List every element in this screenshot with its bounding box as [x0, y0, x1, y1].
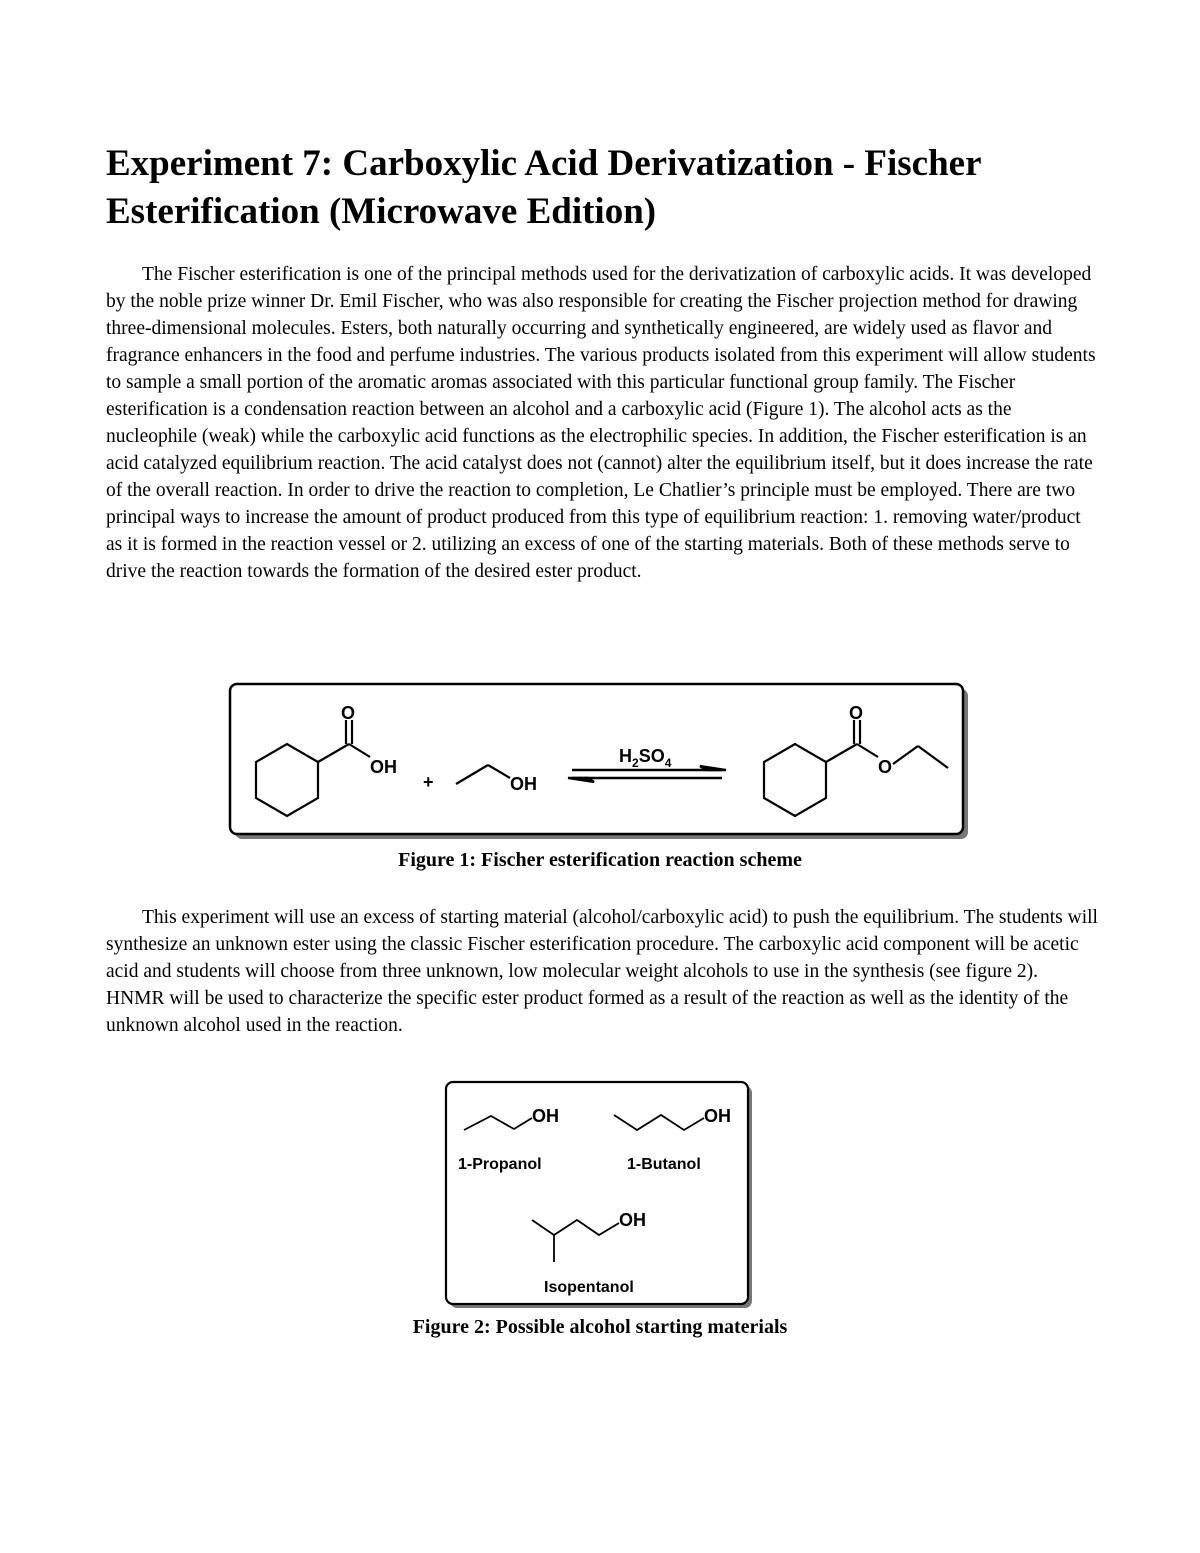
alcohols-figure	[444, 1080, 754, 1312]
acid-hydroxyl: OH	[370, 757, 397, 777]
propanol-hydroxyl: OH	[532, 1106, 559, 1126]
propanol-label: 1-Propanol	[458, 1156, 542, 1173]
ester-carbonyl-oxygen: O	[849, 703, 864, 723]
acid-carbonyl-oxygen: O	[341, 703, 356, 723]
figure-1-caption: Figure 1: Fischer esterification reaction scheme	[398, 849, 802, 871]
alcohols-drawing	[444, 1080, 754, 1312]
catalyst-label: $H_2SO_4$	[619, 746, 672, 770]
isopentanol-label: Isopentanol	[544, 1279, 634, 1296]
reaction-scheme-drawing	[228, 682, 970, 842]
ethanol-hydroxyl: OH	[510, 774, 537, 794]
butanol-label: 1-Butanol	[627, 1156, 701, 1173]
isopentanol-hydroxyl: OH	[619, 1210, 646, 1230]
page-title: Experiment 7: Carboxylic Acid Derivatization - Fischer Esterification (Microwave Edition)	[106, 143, 981, 232]
intro-paragraph	[106, 261, 1098, 585]
reaction-scheme-figure	[228, 682, 970, 842]
butanol-hydroxyl: OH	[704, 1106, 731, 1126]
ester-oxygen: O	[878, 757, 893, 777]
intro-paragraph-text: The Fischer esterification is one of the principal methods used for the derivatization of carboxylic acids. It was developed by the noble prize winner Dr. Emil Fischer, who was also responsible for creating the Fischer projection method for drawing three-dimensional molecules. Esters, both naturally occurring and synthetically engineered, are widely used as flavor and fragrance enhancers in the food and perfume industries. The various products isolated from this experiment will allow students to sample a small portion of the aromatic aromas associated with this particular functional group family. The Fischer esterification is a condensation reaction between an alcohol and a carboxylic acid (Figure 1). The alcohol acts as the nucleophile (weak) while the carboxylic acid functions as the electrophilic species. In addition, the Fischer esterification is an acid catalyzed equilibrium reaction. The acid catalyst does not (cannot) alter the equilibrium itself, but it does increase the rate of the overall reaction. In order to drive the reaction to completion, Le Chatlier’s principle must be employed. There are two principal ways to increase the amount of product produced from this type of equilibrium reaction: 1. removing water/product as it is formed in the reaction vessel or 2. utilizing an excess of one of the starting materials. Both of these methods serve to drive the reaction towards the formation of the desired ester product.	[106, 264, 1096, 582]
experiment-paragraph	[106, 904, 1098, 1039]
experiment-paragraph-text: This experiment will use an excess of starting material (alcohol/carboxylic acid) to push the equilibrium. The students will synthesize an unknown ester using the classic Fischer esterification procedure. The carboxylic acid component will be acetic acid and students will choose from three unknown, low molecular weight alcohols to use in the synthesis (see figure 2). HNMR will be used to characterize the specific ester product formed as a result of the reaction as well as the identity of the unknown alcohol used in the reaction.	[106, 907, 1098, 1036]
plus-sign: +	[423, 772, 434, 792]
figure-2-caption: Figure 2: Possible alcohol starting materials	[412, 1316, 788, 1338]
